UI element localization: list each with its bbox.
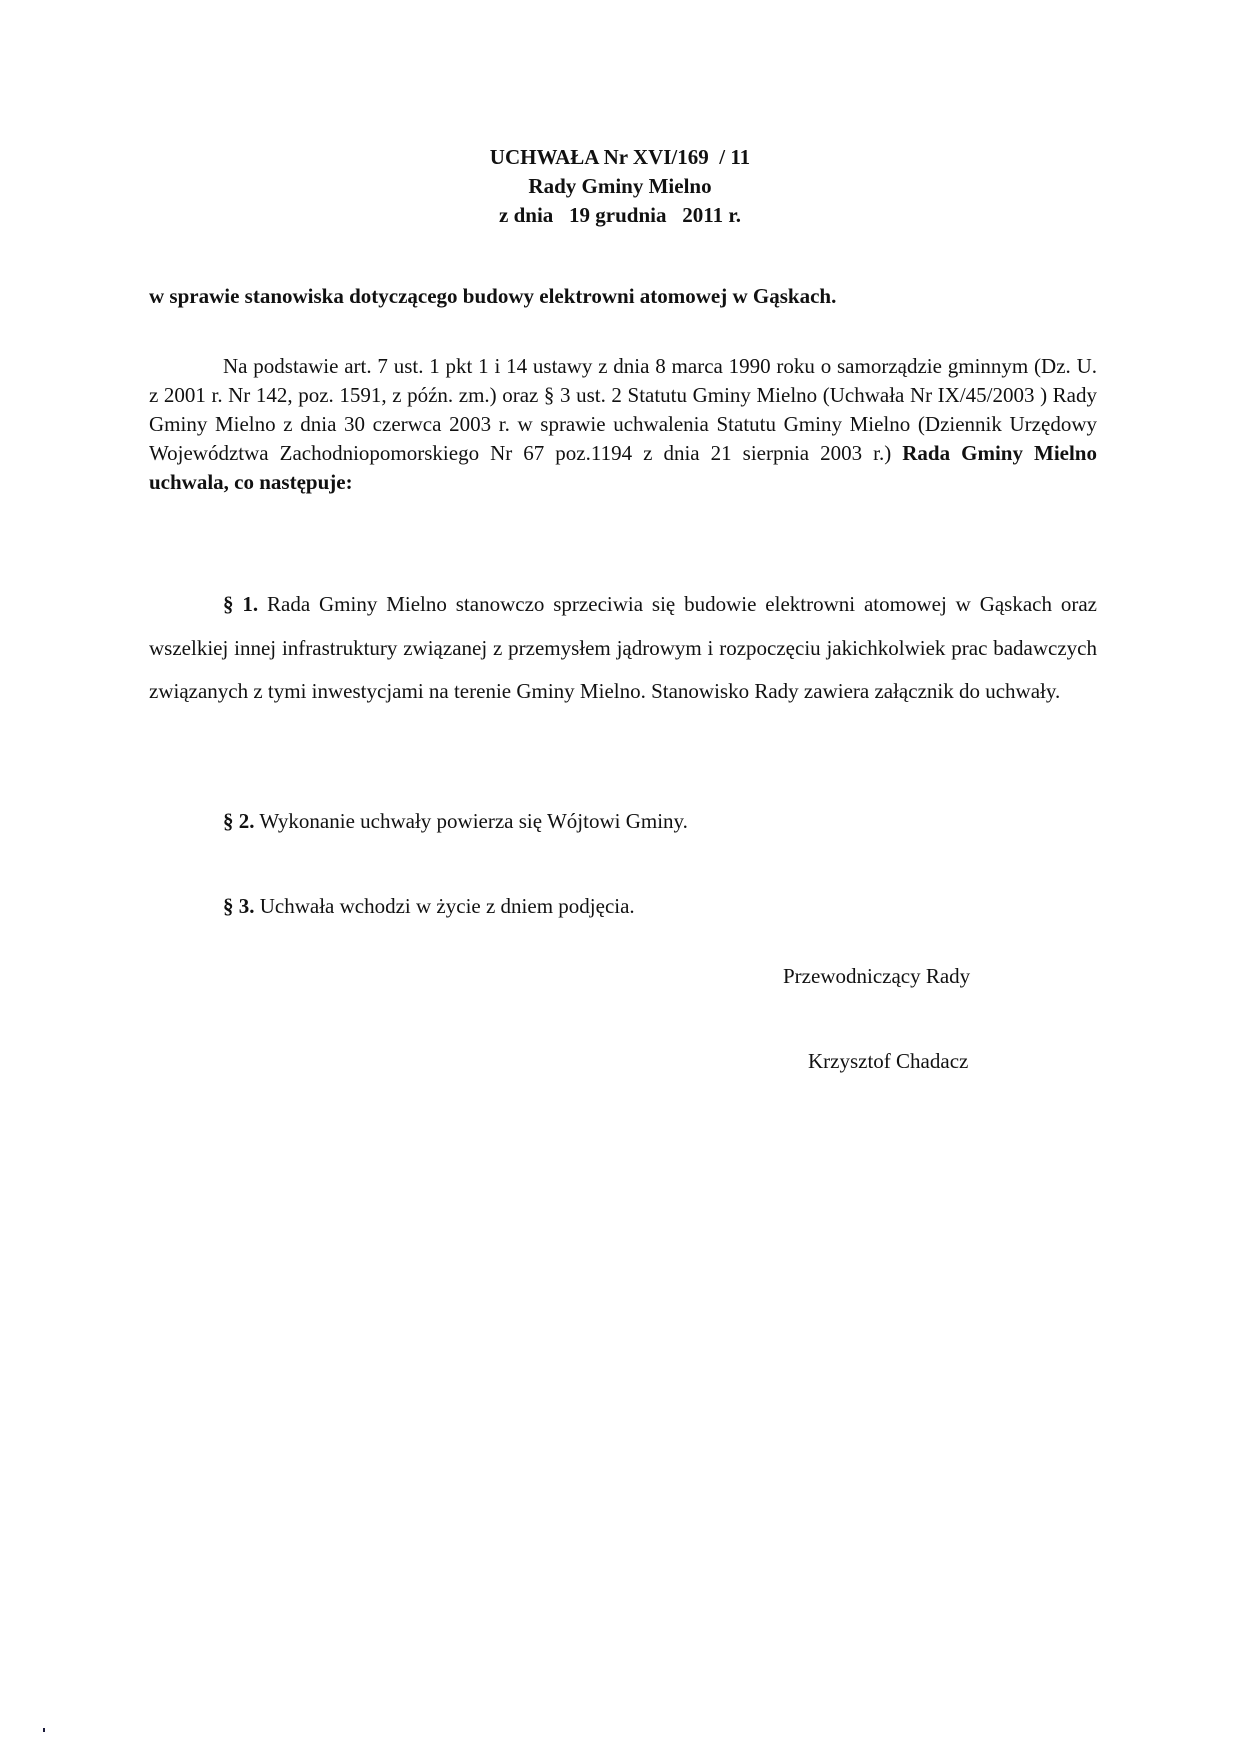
section-number: § 3. <box>223 894 255 918</box>
signatory-name: Krzysztof Chadacz <box>808 1049 969 1073</box>
resolution-number: UCHWAŁA Nr XVI/169 / 11 <box>489 145 751 169</box>
section-3 <box>149 885 1097 929</box>
resolution-date: z dnia 19 grudnia 2011 r. <box>499 203 741 227</box>
legal-basis-paragraph <box>149 352 1097 497</box>
scan-artifact <box>43 1728 45 1732</box>
section-number: § 1. <box>223 592 259 616</box>
section-text: Rada Gminy Mielno stanowczo sprzeciwia się budowie elektrowni atomowej w Gąskach oraz wszelkiej innej infrastruktury związanej z przemysłem jądrowym i rozpoczęciu jakichkolwiek prac badawczych związanych z tymi inwestycjami na terenie Gminy Mielno. Stanowisko Rady zawiera załącznik do uchwały. <box>149 592 1097 703</box>
resolution-heading <box>0 143 1240 230</box>
signatory-role: Przewodniczący Rady <box>783 964 971 988</box>
resolution-formula: Rada Gminy Mielno uchwala, co następuje: <box>149 441 1097 494</box>
legal-basis-text: Na podstawie art. 7 ust. 1 pkt 1 i 14 ustawy z dnia 8 marca 1990 roku o samorządzie gminnym (Dz. U. z 2001 r. Nr 142, poz. 1591, z późn. zm.) oraz § 3 ust. 2 Statutu Gminy Mielno (Uchwała Nr IX/45/2003 ) Rady Gminy Mielno z dnia 30 czerwca 2003 r. w sprawie uchwalenia Statutu Gminy Mielno (Dziennik Urzędowy Województwa Zachodniopomorskiego Nr 67 poz.1194 z dnia 21 sierpnia 2003 r.) <box>149 354 1097 465</box>
section-2 <box>149 800 1097 844</box>
resolution-subject: w sprawie stanowiska dotyczącego budowy elektrowni atomowej w Gąskach. <box>149 284 837 308</box>
section-text: Wykonanie uchwały powierza się Wójtowi Gminy. <box>254 809 688 833</box>
issuing-body: Rady Gminy Mielno <box>528 174 712 198</box>
section-1 <box>149 583 1097 714</box>
section-text: Uchwała wchodzi w życie z dniem podjęcia. <box>254 894 635 918</box>
section-number: § 2. <box>223 809 255 833</box>
